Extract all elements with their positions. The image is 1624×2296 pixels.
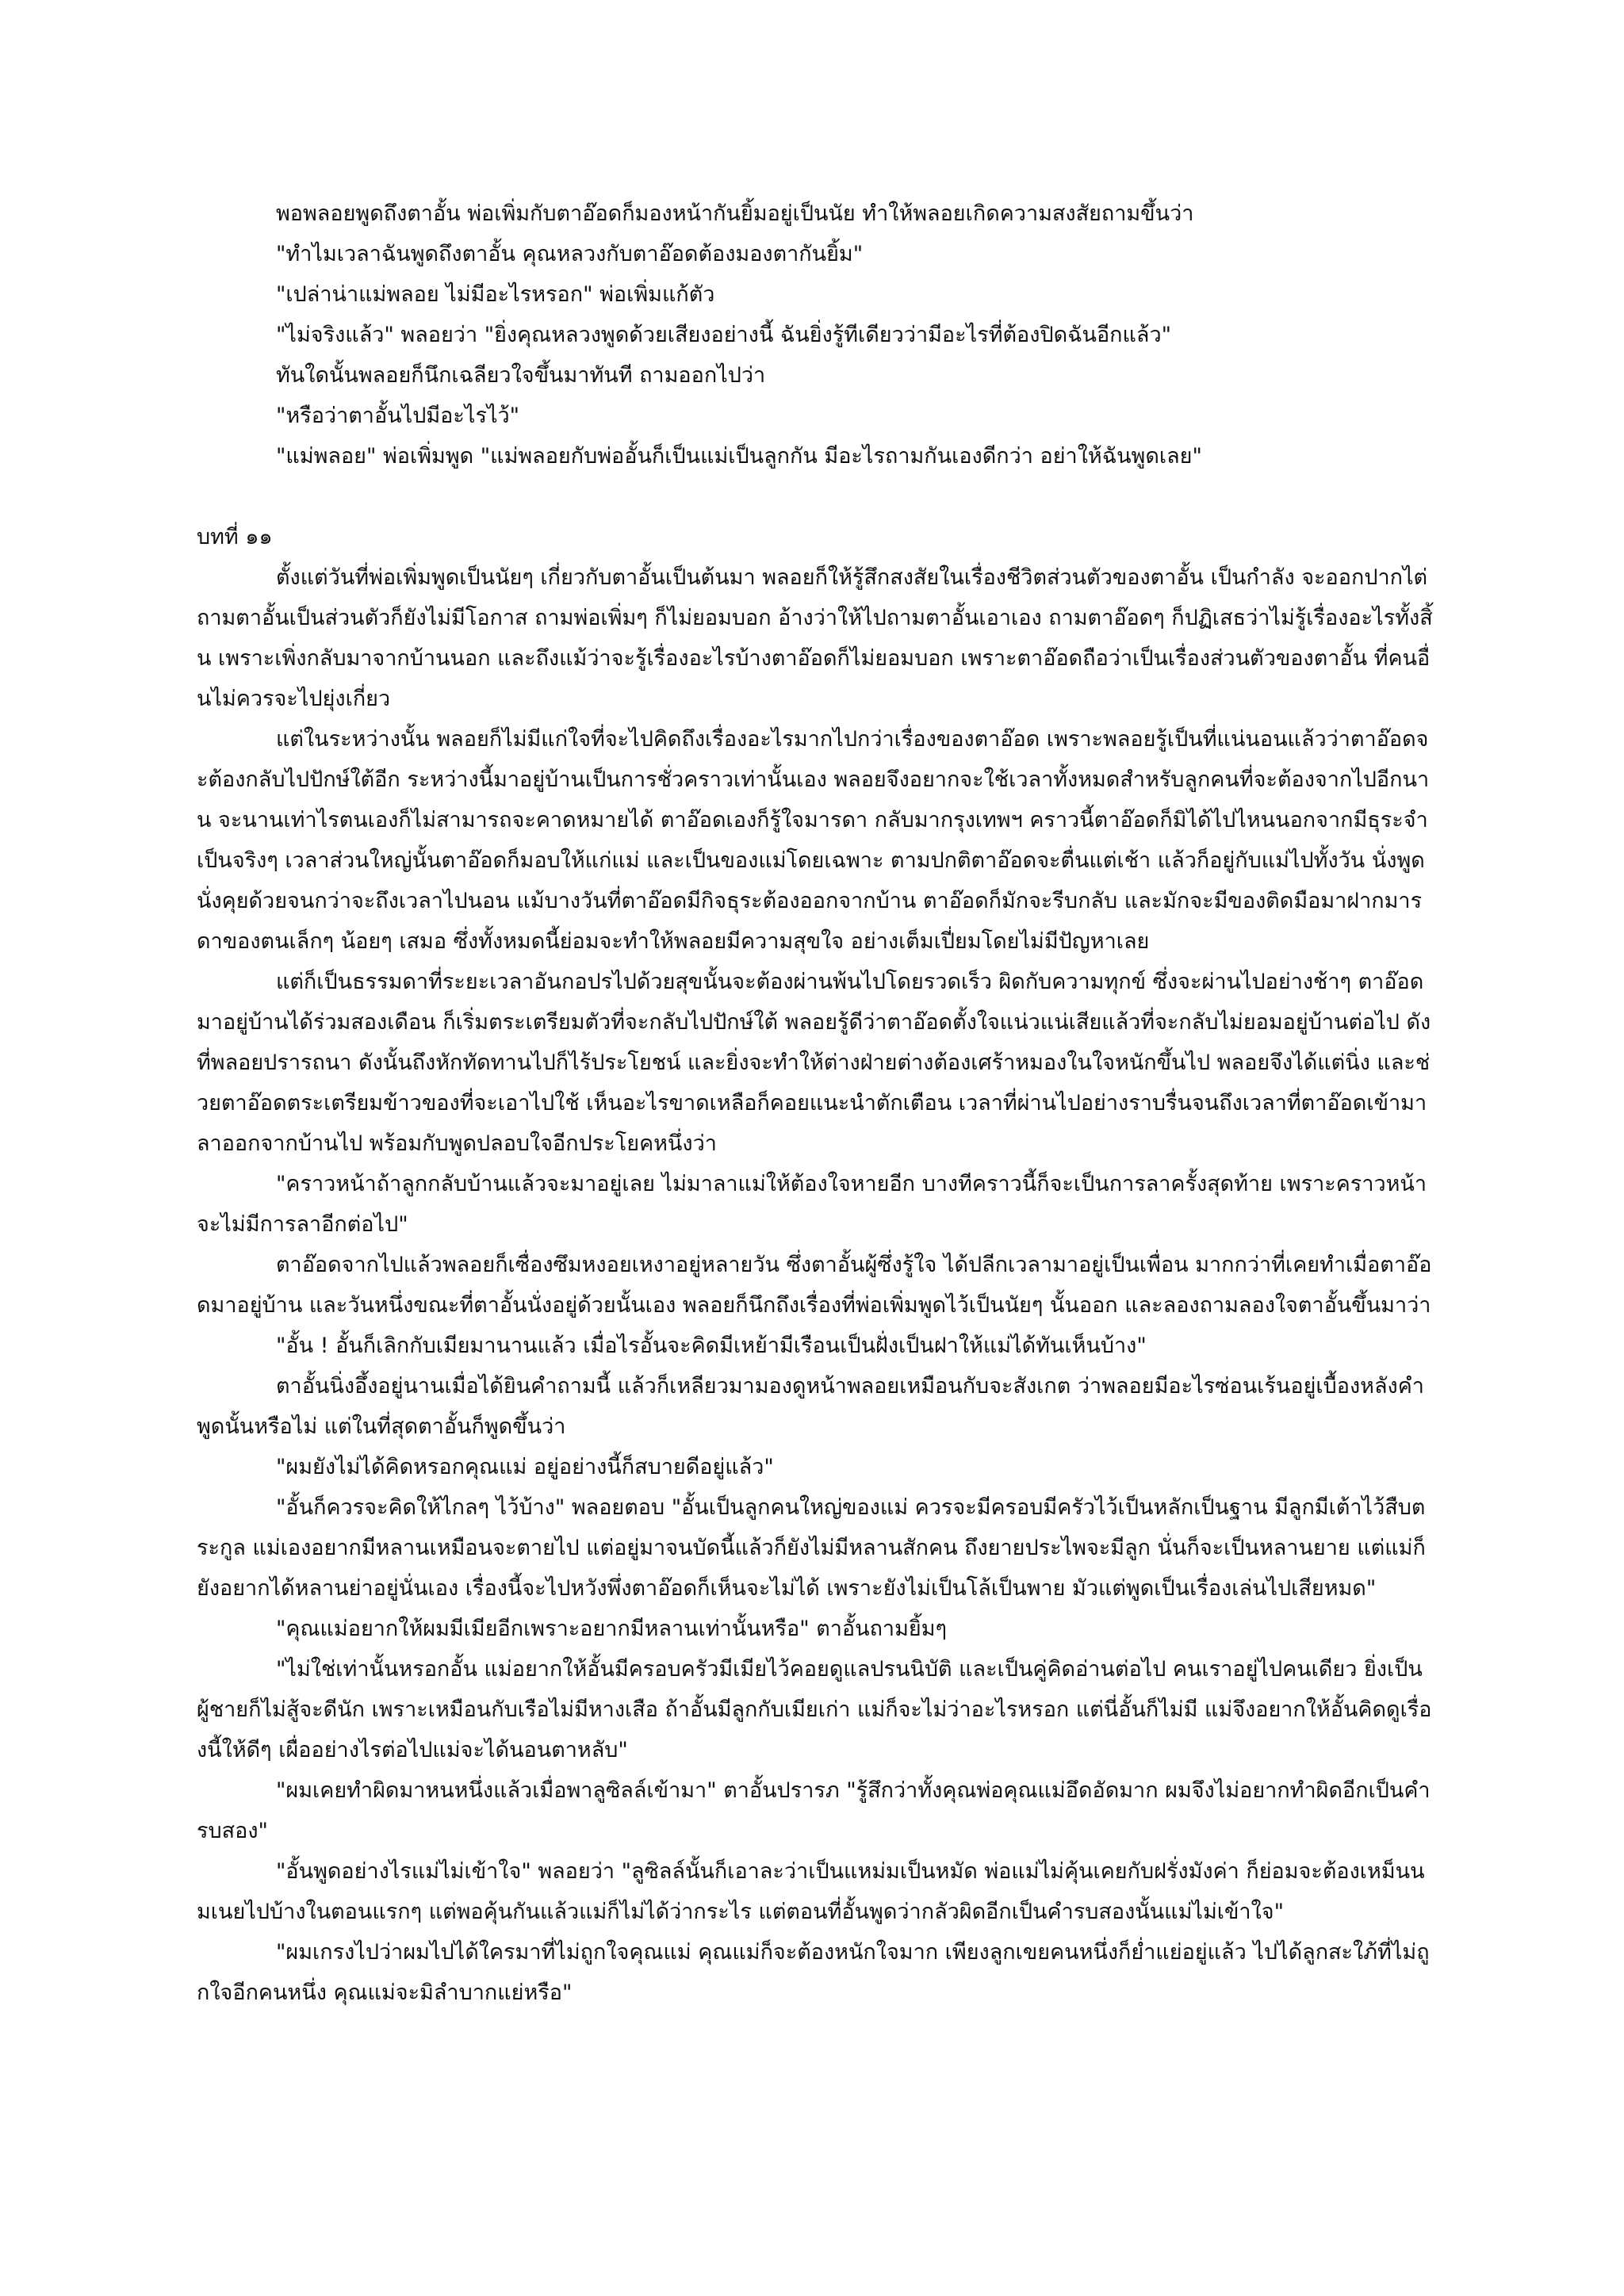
dialogue-line: "อั้นพูดอย่างไรแม่ไม่เข้าใจ" พลอยว่า "ลูซิลล์นั้นก็เอาละว่าเป็นแหม่มเป็นหมัด พ่อแม่ไม่คุ้นเคยกับฝรั่งมังค่า ก็ย่อมจะต้องเหม็นนมเนยไปบ้างในตอนแรกๆ แต่พอคุ้นกันแล้วแม่ก็ไม่ได้ว่ากระไร แต่ตอนที่อั้นพูดว่ากลัวผิดอีกเป็นคำรบสองนั้นแม่ไม่เข้าใจ": [197, 1859, 1425, 1924]
dialogue-line: "ทำไมเวลาฉันพูดถึงตาอั้น คุณหลวงกับตาอ๊อดต้องมองตากันยิ้ม": [276, 242, 864, 266]
paragraph: แต่ก็เป็นธรรมดาที่ระยะเวลาอันกอปรไปด้วยสุขนั้นจะต้องผ่านพ้นไปโดยรวดเร็ว ผิดกับความทุกข์ ซึ่งจะผ่านไปอย่างช้าๆ ตาอ๊อดมาอยู่บ้านได้ร่วมสองเดือน ก็เริ่มตระเตรียมตัวที่จะกลับไปปักษ์ใต้ พลอยรู้ดีว่าตาอ๊อดตั้งใจแน่วแน่เสียแล้วที่จะกลับไม่ยอมอยู่บ้านต่อไป ดังที่พลอยปรารถนา ดังนั้นถึงหักทัดทานไปก็ไร้ประโยชน์ และยิ่งจะทำให้ต่างฝ่ายต่างต้องเศร้าหมองในใจหนักขึ้นไป พลอยจึงได้แต่นิ่ง และช่วยตาอ๊อดตระเตรียมข้าวของที่จะเอาไปใช้ เห็นอะไรขาดเหลือก็คอยแนะนำตักเตือน เวลาที่ผ่านไปอย่างราบรื่นจนถึงเวลาที่ตาอ๊อดเข้ามาลาออกจากบ้านไป พร้อมกับพูดปลอบใจอีกประโยคหนึ่งว่า: [197, 970, 1431, 1156]
paragraph: พอพลอยพูดถึงตาอั้น พ่อเพิ่มกับตาอ๊อดก็มองหน้ากันยิ้มอยู่เป็นนัย ทำให้พลอยเกิดความสงสัยถามขึ้นว่า: [276, 201, 1194, 226]
dialogue-line: "เปล่าน่าแม่พลอย ไม่มีอะไรหรอก" พ่อเพิ่มแก้ตัว: [276, 282, 715, 307]
dialogue-line: "อั้น ! อั้นก็เลิกกับเมียมานานแล้ว เมื่อไรอั้นจะคิดมีเหย้ามีเรือนเป็นฝั่งเป็นฝาให้แม่ได้ทันเห็นบ้าง": [276, 1334, 1147, 1358]
paragraph: ทันใดนั้นพลอยก็นึกเฉลียวใจขึ้นมาทันที ถามออกไปว่า: [276, 363, 766, 388]
top-section: [197, 193, 1434, 476]
dialogue-line: "ไม่ใช่เท่านั้นหรอกอั้น แม่อยากให้อั้นมีครอบครัวมีเมียไว้คอยดูแลปรนนิบัติ และเป็นคู่คิดอ่านต่อไป คนเราอยู่ไปคนเดียว ยิ่งเป็นผู้ชายก็ไม่สู้จะดีนัก เพราะเหมือนกับเรือไม่มีหางเสือ ถ้าอั้นมีลูกกับเมียเก่า แม่ก็จะไม่ว่าอะไรหรอก แต่นี่อั้นก็ไม่มี แม่จึงอยากให้อั้นคิดดูเรื่องนี้ให้ดีๆ เผื่ออย่างไรต่อไปแม่จะได้นอนตาหลับ": [197, 1657, 1432, 1762]
dialogue-line: "คราวหน้าถ้าลูกกลับบ้านแล้วจะมาอยู่เลย ไม่มาลาแม่ให้ต้องใจหายอีก บางทีคราวนี้ก็จะเป็นการลาครั้งสุดท้าย เพราะคราวหน้าจะไม่มีการลาอีกต่อไป": [197, 1172, 1427, 1237]
chapter-heading: บทที่ ๑๑: [197, 525, 273, 549]
dialogue-line: "หรือว่าตาอั้นไปมีอะไรไว้": [276, 404, 520, 428]
paragraph: ตาอั้นนิ่งอึ้งอยู่นานเมื่อได้ยินคำถามนี้ แล้วก็เหลียวมามองดูหน้าพลอยเหมือนกับจะสังเกต ว่าพลอยมีอะไรซ่อนเร้นอยู่เบื้องหลังคำพูดนั้นหรือไม่ แต่ในที่สุดตาอั้นก็พูดขึ้นว่า: [197, 1374, 1424, 1439]
dialogue-line: "ไม่จริงแล้ว" พลอยว่า "ยิ่งคุณหลวงพูดด้วยเสียงอย่างนี้ ฉันยิ่งรู้ทีเดียวว่ามีอะไรที่ต้องปิดฉันอีกแล้ว": [276, 323, 1172, 347]
paragraph: ตั้งแต่วันที่พ่อเพิ่มพูดเป็นนัยๆ เกี่ยวกับตาอั้นเป็นต้นมา พลอยก็ให้รู้สึกสงสัยในเรื่องชีวิตส่วนตัวของตาอั้น เป็นกำลัง จะออกปากไต่ถามตาอั้นเป็นส่วนตัวก็ยังไม่มีโอกาส ถามพ่อเพิ่มๆ ก็ไม่ยอมบอก อ้างว่าให้ไปถามตาอั้นเอาเอง ถามตาอ๊อดๆ ก็ปฏิเสธว่าไม่รู้เรื่องอะไรทั้งสิ้น เพราะเพิ่งกลับมาจากบ้านนอก และถึงแม้ว่าจะรู้เรื่องอะไรบ้างตาอ๊อดก็ไม่ยอมบอก เพราะตาอ๊อดถือว่าเป็นเรื่องส่วนตัวของตาอั้น ที่คนอื่นไม่ควรจะไปยุ่งเกี่ยว: [197, 565, 1433, 711]
dialogue-line: "อั้นก็ควรจะคิดให้ไกลๆ ไว้บ้าง" พลอยตอบ "อั้นเป็นลูกคนใหญ่ของแม่ ควรจะมีครอบมีครัวไว้เป็นหลักเป็นฐาน มีลูกมีเต้าไว้สืบตระกูล แม่เองอยากมีหลานเหมือนจะตายไป แต่อยู่มาจนบัดนี้แล้วก็ยังไม่มีหลานสักคน ถึงยายประไพจะมีลูก นั่นก็จะเป็นหลานยาย แต่แม่ก็ยังอยากได้หลานย่าอยู่นั่นเอง เรื่องนี้จะไปหวังพึ่งตาอ๊อดก็เห็นจะไม่ได้ เพราะยังไม่เป็นโล้เป็นพาย มัวแต่พูดเป็นเรื่องเล่นไปเสียหมด": [197, 1495, 1426, 1601]
dialogue-line: "ผมเคยทำผิดมาหนหนึ่งแล้วเมื่อพาลูซิลล์เข้ามา" ตาอั้นปรารภ "รู้สึกว่าทั้งคุณพ่อคุณแม่อึดอัดมาก ผมจึงไม่อยากทำผิดอีกเป็นคำรบสอง": [197, 1778, 1431, 1843]
chapter-section: [197, 517, 1434, 2013]
paragraph: ตาอ๊อดจากไปแล้วพลอยก็เซื่องซึมหงอยเหงาอยู่หลายวัน ซึ่งตาอั้นผู้ซึ่งรู้ใจ ได้ปลีกเวลามาอยู่เป็นเพื่อน มากกว่าที่เคยทำเมื่อตาอ๊อดมาอยู่บ้าน และวันหนึ่งขณะที่ตาอั้นนั่งอยู่ด้วยนั้นเอง พลอยก็นึกถึงเรื่องที่พ่อเพิ่มพูดไว้เป็นนัยๆ นั้นออก และลองถามลองใจตาอั้นขึ้นมาว่า: [197, 1253, 1432, 1318]
dialogue-line: "ผมยังไม่ได้คิดหรอกคุณแม่ อยู่อย่างนี้ก็สบายดีอยู่แล้ว": [276, 1455, 774, 1479]
paragraph: แต่ในระหว่างนั้น พลอยก็ไม่มีแก่ใจที่จะไปคิดถึงเรื่องอะไรมากไปกว่าเรื่องของตาอ๊อด เพราะพลอยรู้เป็นที่แน่นอนแล้วว่าตาอ๊อดจะต้องกลับไปปักษ์ใต้อีก ระหว่างนี้มาอยู่บ้านเป็นการชั่วคราวเท่านั้นเอง พลอยจึงอยากจะใช้เวลาทั้งหมดสำหรับลูกคนที่จะต้องจากไปอีกนาน จะนานเท่าไรตนเองก็ไม่สามารถจะคาดหมายได้ ตาอ๊อดเองก็รู้ใจมารดา กลับมากรุงเทพฯ คราวนี้ตาอ๊อดก็มิได้ไปไหนนอกจากมีธุระจำเป็นจริงๆ เวลาส่วนใหญ่นั้นตาอ๊อดก็มอบให้แก่แม่ และเป็นของแม่โดยเฉพาะ ตามปกติตาอ๊อดจะตื่นแต่เช้า แล้วก็อยู่กับแม่ไปทั้งวัน นั่งพูดนั่งคุยด้วยจนกว่าจะถึงเวลาไปนอน แม้บางวันที่ตาอ๊อดมีกิจธุระต้องออกจากบ้าน ตาอ๊อดก็มักจะรีบกลับ และมักจะมีของติดมือมาฝากมารดาของตนเล็กๆ น้อยๆ เสมอ ซึ่งทั้งหมดนี้ย่อมจะทำให้พลอยมีความสุขใจ อย่างเต็มเปี่ยมโดยไม่มีปัญหาเลย: [197, 727, 1430, 954]
dialogue-line: "คุณแม่อยากให้ผมมีเมียอีกเพราะอยากมีหลานเท่านั้นหรือ" ตาอั้นถามยิ้มๆ: [276, 1617, 947, 1641]
dialogue-line: "ผมเกรงไปว่าผมไปได้ใครมาที่ไม่ถูกใจคุณแม่ คุณแม่ก็จะต้องหนักใจมาก เพียงลูกเขยคนหนึ่งก็ย่ำแย่อยู่แล้ว ไปได้ลูกสะใภ้ที่ไม่ถูกใจอีกคนหนึ่ง คุณแม่จะมิลำบากแย่หรือ": [197, 1940, 1430, 2005]
dialogue-line: "แม่พลอย" พ่อเพิ่มพูด "แม่พลอยกับพ่ออั้นก็เป็นแม่เป็นลูกกัน มีอะไรถามกันเองดีกว่า อย่าให้ฉันพูดเลย": [276, 444, 1202, 469]
